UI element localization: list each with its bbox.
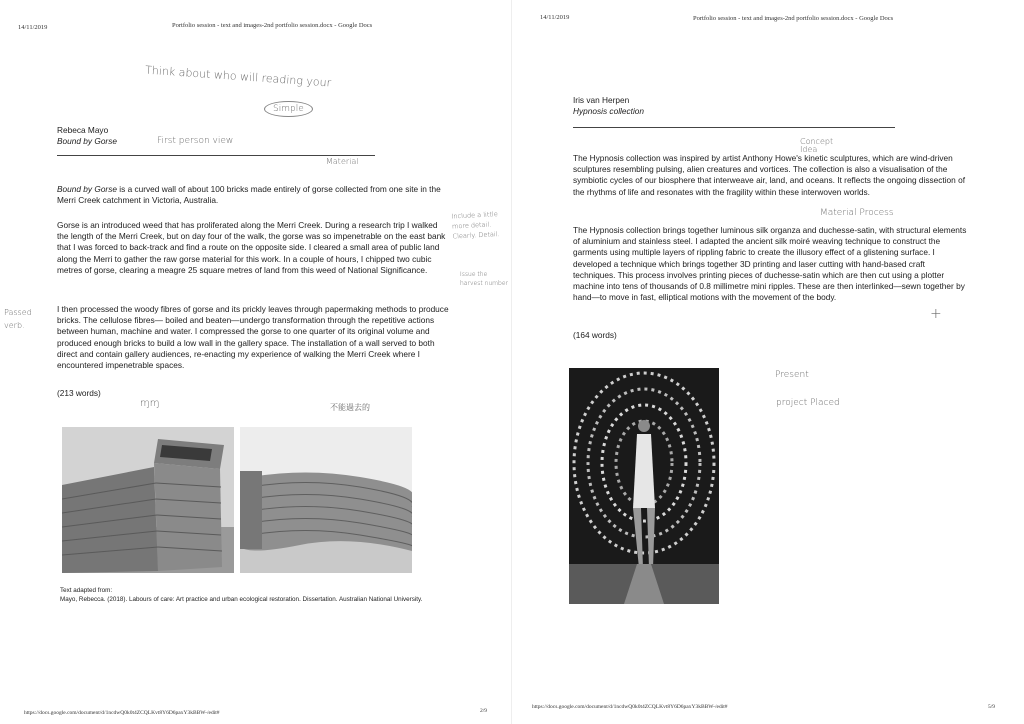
right-para-1 [573,153,967,198]
hypnosis-runway-photo [569,368,719,604]
annotation-chinese: 不能過去的 [330,403,370,412]
annotation-project: project Placed [776,398,840,408]
left-footer-page: 2/9 [480,708,488,714]
right-para1-text: The Hypnosis collection was inspired by artist Anthony Howe's kinetic sculptures, which are wind-driven sculptures resembling pulsing, alien creatures and vortices. The collection is also a visualisation of the symbiotic cycles of our biosphere that interweave air, land, and oceans. It reflects the ongoing dissection of the rhythms of life and resonates with the fragility within these interwoven worlds. [573,153,966,197]
left-author: Rebeca Mayo [57,125,109,135]
left-header-title: Portfolio session - text and images-2nd portfolio session.docx - Google Docs [172,22,373,29]
left-title-rule [57,155,375,156]
right-work-title: Hypnosis collection [573,106,645,116]
scribble-mark: ɱɱ [140,398,160,409]
right-title-rule [573,127,895,128]
left-para-3 [57,304,449,371]
para2-text: Gorse is an introduced weed that has proliferated along the Merri Creek. During a research trip I walked the length of the Merri Creek, but on day four of the walk, the gorse was so impenetrable on the east bank that I was forced to back-track and find a route on the opposite side. I cleared a small area of public land along the Merri to gather the raw gorse material for this work. In a couple of hours, I chipped two cubic metres of gorse, clearing a meagre 25 square metres of land from this weed of National Significance. [57,220,446,275]
right-author: Iris van Herpen [573,95,630,105]
annotation-present: Present [775,370,809,380]
annotation-first-person: First person view [157,136,234,146]
right-header-title: Portfolio session - text and images-2nd portfolio session.docx - Google Docs [693,15,894,22]
gorse-brick-wall-icon [240,427,412,573]
hypnosis-runway-icon [569,368,719,604]
left-para-1 [57,184,449,206]
gorse-column-photo [62,427,234,573]
annotation-top: Think about who will reading your [144,63,332,90]
right-word-count: (164 words) [573,330,617,340]
annotation-concept: Concept Idea [800,137,834,154]
annotation-simple: Simple [264,101,313,117]
source-label: Text adapted from: [60,587,113,594]
annotation-material: Material [326,157,359,166]
right-footer-url[interactable]: https://docs.google.com/document/d/1ncdwQ0k0t4ZCQLKvt8Y6D6paxY3kBBW-/edit# [532,704,728,710]
source-citation: Mayo, Rebecca. (2018). Labours of care: Art practice and urban ecological restoration. Dissertation. Australian National University. [60,596,423,603]
cross-mark: + [930,306,942,322]
para1-rest: is a curved wall of about 100 bricks made entirely of gorse collected from one site in the Merri Creek catchment in Victoria, Australia. [57,184,441,206]
left-word-count: (213 words) [57,388,101,398]
right-document-page [512,0,1024,724]
gorse-wall-photo [240,427,412,573]
right-header-date: 14/11/2019 [540,14,570,21]
annotation-margin-right-2: Issue the harvest number [460,271,508,287]
para3-text: I then processed the woody fibres of gorse and its prickly leaves through papermaking methods to produce bricks. The cellulose fibres— boiled and beaten—undergo transformation through the repetitive actions between human, machine and water. I compressed the gorse to one quarter of its original volume and produced enough bricks to build a low wall in the gallery space. The installation of a wall served to both direct and contain gallery audiences, re-enacting my experience of walking the Merri Creek where I encountered impenetrable spaces. [57,304,449,371]
right-para-2 [573,225,967,303]
right-footer-page: 5/9 [988,704,996,710]
annotation-margin-left: Passed verb. [4,308,32,330]
left-header-date: 14/11/2019 [18,24,48,31]
left-footer-url[interactable]: https://docs.google.com/document/d/1ncdwQ0k0t4ZCQLKvt8Y6D6paxY3kBBW-/edit# [24,710,220,716]
left-work-title: Bound by Gorse [57,136,117,146]
para1-lead: Bound by Gorse [57,184,117,194]
right-para2-text: The Hypnosis collection brings together luminous silk organza and duchesse-satin, with structural elements of aluminium and stainless steel. I adapted the ancient silk moiré weaving technique to construct the garments using multiple layers of rippling fabric to create the illusory effect of a glistening surface. I developed a technique which brings together 3D printing and laser cutting with hand-based craft techniques. This process involves printing pieces of duchesse-satin which are then cut using a plotter machine into tens of thousands of 0.8 millimetre mini ripples. These are then interlinked—sewn together by hand—to move in fast, elliptical motions with the movement of the body. [573,225,967,303]
gorse-brick-column-icon [62,427,234,573]
annotation-material-process: Material Process [820,208,894,218]
annotation-margin-right: Include a little more detail. Clearly. Detail. [451,210,500,241]
left-para-2 [57,220,449,276]
